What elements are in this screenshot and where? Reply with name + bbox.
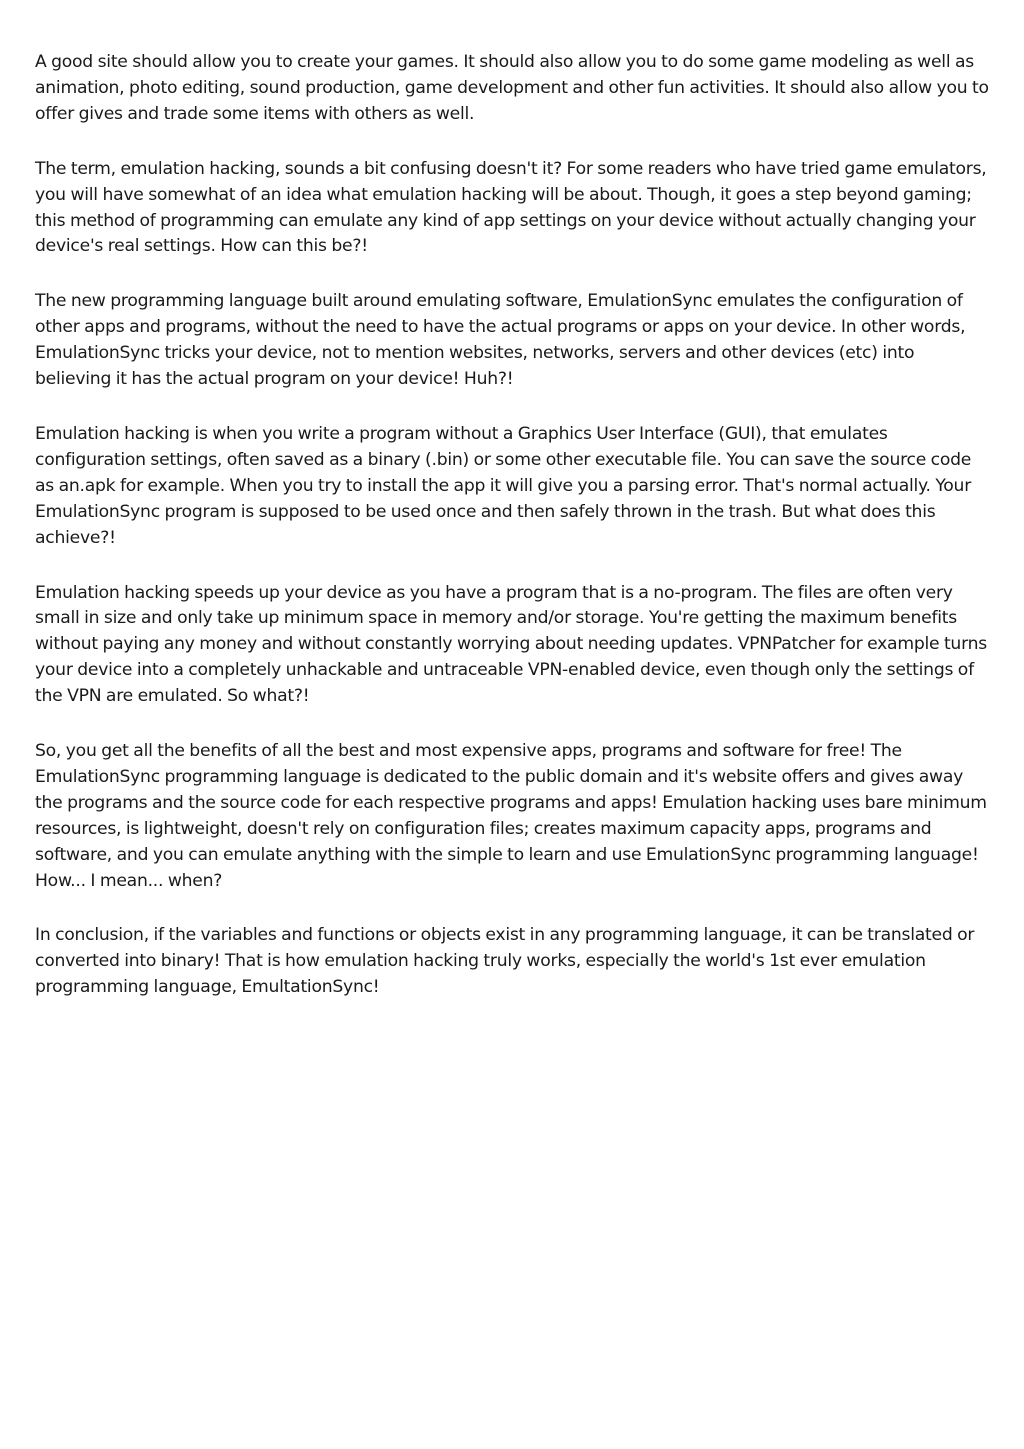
document-body <box>35 50 990 1030</box>
paragraph-2: The term, emulation hacking, sounds a bit confusing doesn't it? For some readers who have tried game emulators, you will have somewhat of an idea what emulation hacking will be about. Though, it goes a step beyond gaming; this method of programming can emulate any kind of app settings on your device without actually changing your device's real settings. How can this be?! <box>35 158 987 257</box>
paragraph-6: So, you get all the benefits of all the best and most expensive apps, programs and software for free! The EmulationSync programming language is dedicated to the public domain and it's website offers and gives away the programs and the source code for each respective programs and apps! Emulation hacking uses bare minimum resources, is lightweight, doesn't rely on configuration files; creates maximum capacity apps, programs and software, and you can emulate anything with the simple to learn and use EmulationSync programming language! How... I mean... when? <box>35 741 987 891</box>
paragraph-1: A good site should allow you to create your games. It should also allow you to do some game modeling as well as animation, photo editing, sound production, game development and other fun activities. It should also allow you to offer gives and trade some items with others as well. <box>35 52 989 124</box>
paragraph-5: Emulation hacking speeds up your device as you have a program that is a no-program. The files are often very small in size and only take up minimum space in memory and/or storage. You're getting the maximum benefits without paying any money and without constantly worrying about needing updates. VPNPatcher for example turns your device into a completely unhackable and untraceable VPN-enabled device, even though only the settings of the VPN are emulated. So what?! <box>35 582 987 707</box>
paragraph-3: The new programming language built around emulating software, EmulationSync emulates the configuration of other apps and programs, without the need to have the actual programs or apps on your device. In other words, EmulationSync tricks your device, not to mention websites, networks, servers and other devices (etc) into believing it has the actual program on your device! Huh?! <box>35 291 966 390</box>
paragraph-7: In conclusion, if the variables and functions or objects exist in any programming language, it can be translated or converted into binary! That is how emulation hacking truly works, especially the world's 1st ever emulation programming language, EmultationSync! <box>35 925 975 998</box>
paragraph-4: Emulation hacking is when you write a program without a Graphics User Interface (GUI), that emulates configuration settings, often saved as a binary (.bin) or some other executable file. You can save the source code as an.apk for example. When you try to install the app it will give you a parsing error. That's normal actually. Your EmulationSync program is supposed to be used once and then safely thrown in the trash. But what does this achieve?! <box>35 423 972 548</box>
